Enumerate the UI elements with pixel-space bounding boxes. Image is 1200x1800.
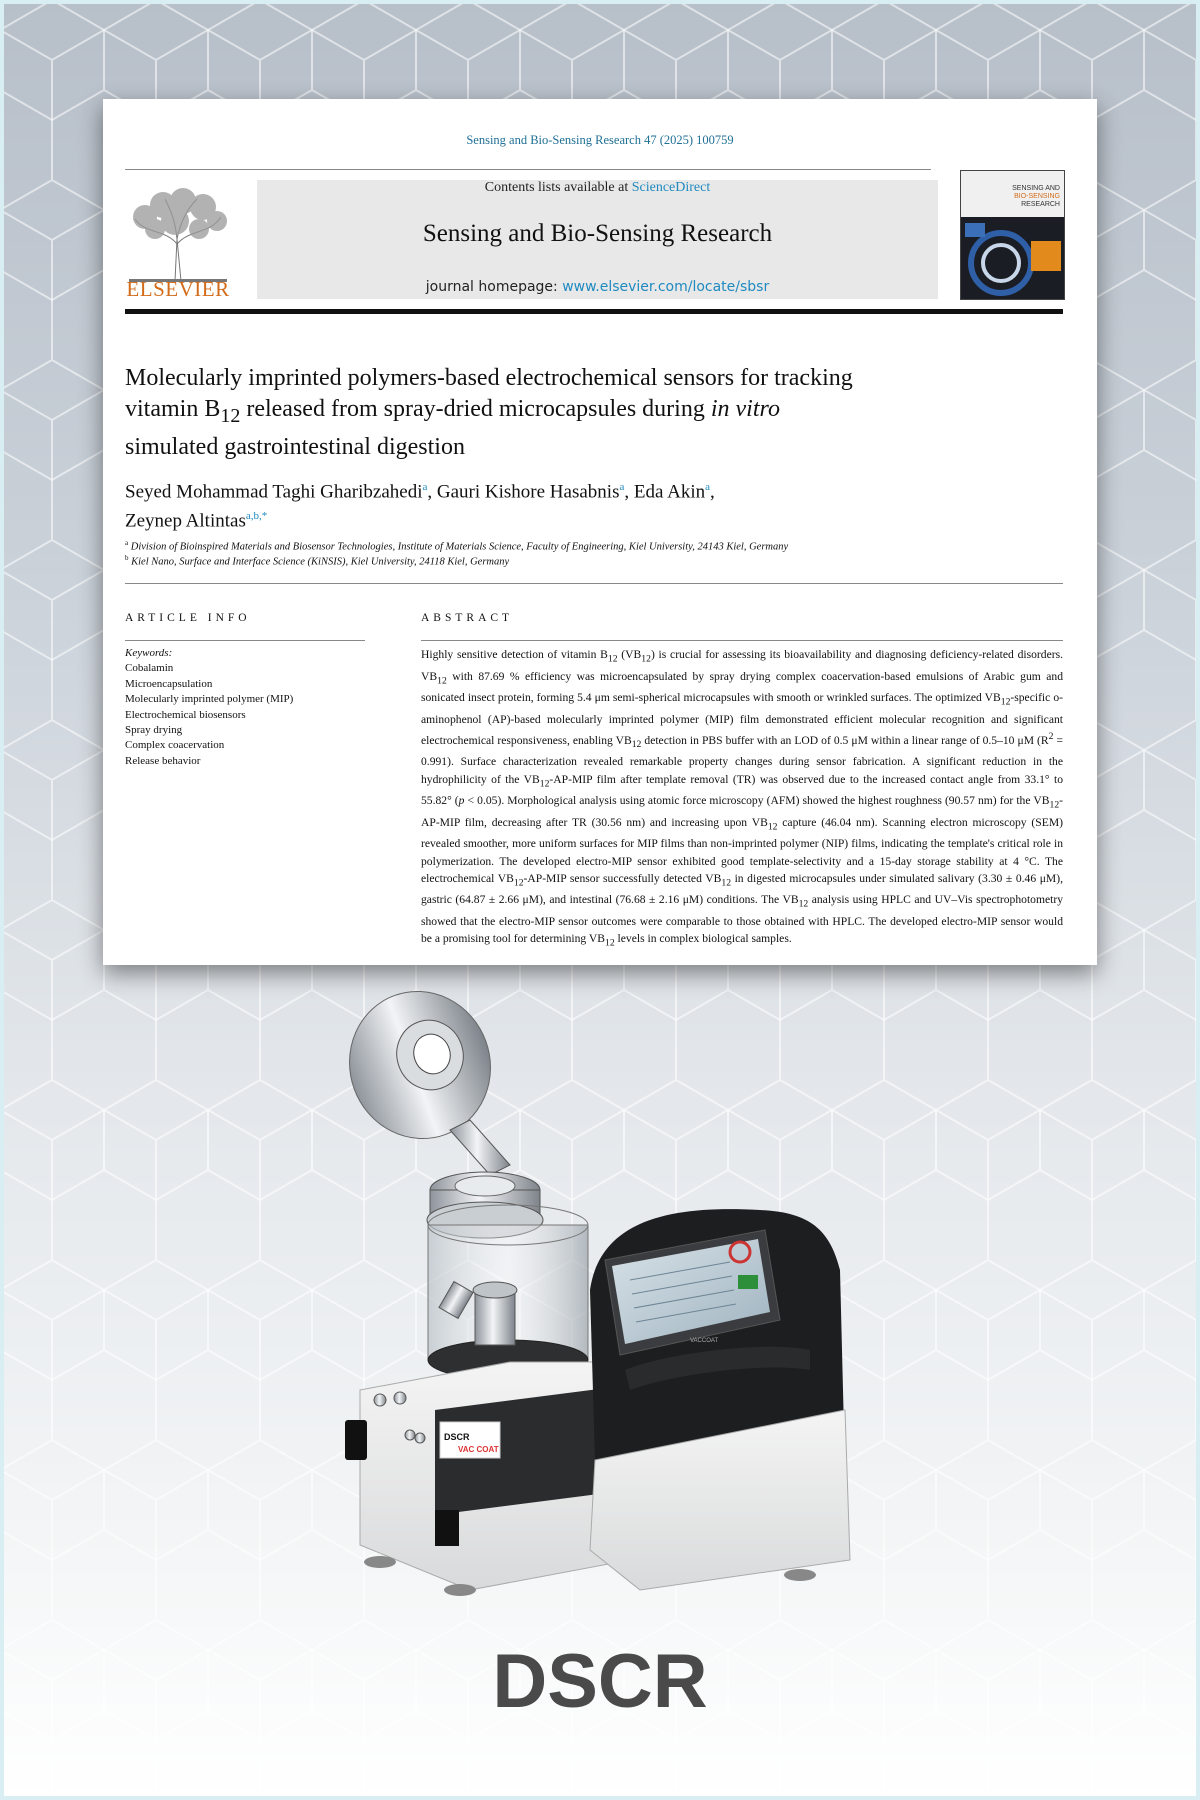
author-name[interactable]: Gauri Kishore Hasabnis xyxy=(436,481,620,503)
homepage-line xyxy=(257,279,938,295)
title-italic: in vitro xyxy=(710,396,780,422)
affiliation-mark: a xyxy=(125,539,129,547)
homepage-link[interactable]: www.elsevier.com/locate/sbsr xyxy=(562,279,770,295)
article-title xyxy=(125,363,985,463)
abstract-rule xyxy=(421,640,1063,641)
title-line-1: Molecularly imprinted polymers-based electrochemical sensors for tracking xyxy=(125,365,853,391)
sputter-coater-device-image xyxy=(340,990,870,1600)
title-line-2 xyxy=(125,394,985,432)
abstract-text: Highly sensitive detection of vitamin $B_{12}$ $(VB_{12})$ is crucial for assessing its bioavailability and diagnosing deficiency-related disorders. $VB_{12}$ with 87.69 % efficiency was microencapsulated by spray drying complex coacervation-based emulsions of Arabic gum and sonicated insect protein, forming 5.4 μm semi-spherical microcapsules with smooth or wrinkled surfaces. The optimized $VB_{12}$-specific o-aminophenol (AP)-based molecularly imprinted polymer (MIP) film demonstrated efficient molecular recognition and significant electrochemical responsiveness, enabling $VB_{12}$ detection in PBS buffer with an LOD of 0.5 μM within a linear range of 0.5–10 μM $(R^2 = 0.991)$. Surface characterization revealed remarkable property changes during sensor fabrication. A significant reduction in the hydrophilicity of the $VB_{12}-AP$-MIP film after template removal (TR) was observed due to the increased contact angle from 33.1° to 55.82° (p < 0.05). Morphological analysis using atomic force microscopy (AFM) showed the highest roughness (90.57 nm) for the $VB_{12}-AP$-MIP film, decreasing after TR (30.56 nm) and increasing upon $VB_{12}$ capture (46.04 nm). Scanning electron microscopy (SEM) revealed smoother, more uniform surfaces for MIP films than non-imprinted polymer (NIP) films, indicating the template's critical role in polymerization. The developed electro-MIP sensor exhibited good template-selectivity and a 15-day storage stability at 4 °C. The electrochemical $VB_{12}-AP$-MIP sensor successfully detected $VB_{12}$ in digested microcapsules under simulated salivary (3.30 ± 0.46 μM), gastric (64.87 ± 2.66 μM), and intestinal (76.68 ± 2.16 μM) conditions. The $VB_{12}$ analysis using HPLC and UV–Vis spectrophotometry showed that the electro-MIP sensor outcomes were comparable to those obtained with HPLC. The developed electro-MIP sensor would be a promising tool for determining $VB_{12}$ levels in complex biological samples. xyxy=(421,648,1064,949)
author-name[interactable]: Zeynep Altintas xyxy=(125,510,246,532)
footer-brand-title: DSCR xyxy=(492,1639,708,1724)
journal-title: Sensing and Bio-Sensing Research xyxy=(422,220,773,247)
author-name[interactable]: Eda Akin xyxy=(633,481,706,503)
paper-page xyxy=(103,99,1097,965)
journal-citation[interactable]: Sensing and Bio-Sensing Research 47 (2025) 100759 xyxy=(466,133,734,147)
section-rule xyxy=(125,583,1063,584)
author-separator: , xyxy=(710,481,715,503)
journal-banner xyxy=(257,180,938,299)
author-name[interactable]: Seyed Mohammad Taghi Gharibzahedi xyxy=(125,481,423,503)
device-label-dscr: DSCR xyxy=(444,1432,470,1442)
title-text: vitamin B xyxy=(125,396,221,422)
affiliation-text: Kiel Nano, Surface and Interface Science (KiNSIS), Kiel University, 24118 Kiel, Germany xyxy=(131,556,510,568)
cover-title-line: SENSING AND xyxy=(1012,185,1060,192)
abstract-heading: ABSTRACT xyxy=(421,612,514,624)
contents-prefix: Contents lists available at xyxy=(484,180,632,195)
contents-line xyxy=(257,180,938,196)
keywords-list xyxy=(125,646,375,769)
cover-title xyxy=(1012,185,1060,209)
header-rule xyxy=(125,169,931,170)
affiliation-text: Division of Bioinspired Materials and Biosensor Technologies, Institute of Materials Science, Faculty of Engineering, Kiel University, 24143 Kiel, Germany xyxy=(130,541,789,553)
keyword-item: Microencapsulation xyxy=(125,677,213,690)
cover-title-line: RESEARCH xyxy=(1021,201,1060,208)
author-affiliation-mark[interactable]: a xyxy=(619,481,625,493)
header-thick-rule xyxy=(125,309,1063,314)
author-separator: , xyxy=(427,481,437,503)
author-separator: , xyxy=(624,481,634,503)
keyword-item: Spray drying xyxy=(125,724,183,737)
author-affiliation-mark[interactable]: a,b,* xyxy=(245,510,268,523)
keyword-item: Cobalamin xyxy=(125,662,174,675)
keywords-label: Keywords: xyxy=(125,647,173,659)
keyword-item: Molecularly imprinted polymer (MIP) xyxy=(125,693,294,706)
publisher-logo-text: ELSEVIER xyxy=(126,277,230,301)
keyword-item: Electrochemical biosensors xyxy=(125,708,246,721)
homepage-prefix: journal homepage: xyxy=(425,279,563,295)
affiliation-a xyxy=(125,539,1025,553)
title-text: released from spray-dried microcapsules during xyxy=(240,396,711,422)
author-affiliation-mark[interactable]: a xyxy=(705,481,710,493)
keyword-item: Release behavior xyxy=(125,754,201,767)
affiliation-mark: b xyxy=(125,554,129,562)
device-label-brand: VAC COAT xyxy=(458,1445,499,1454)
author-list xyxy=(125,475,985,534)
screen-brand: VACCOAT xyxy=(690,1338,719,1344)
cover-title-line: BIO-SENSING xyxy=(1014,193,1060,200)
keyword-item: Complex coacervation xyxy=(125,739,225,752)
sciencedirect-link[interactable]: ScienceDirect xyxy=(631,180,711,195)
affiliation-b xyxy=(125,554,1025,568)
title-line-3: simulated gastrointestinal digestion xyxy=(125,433,465,460)
keywords-rule xyxy=(125,640,365,641)
article-info-heading: ARTICLE INFO xyxy=(125,612,251,624)
title-subscript: 12 xyxy=(220,404,241,427)
author-affiliation-mark[interactable]: a xyxy=(422,481,428,493)
journal-cover-image xyxy=(960,170,1065,300)
